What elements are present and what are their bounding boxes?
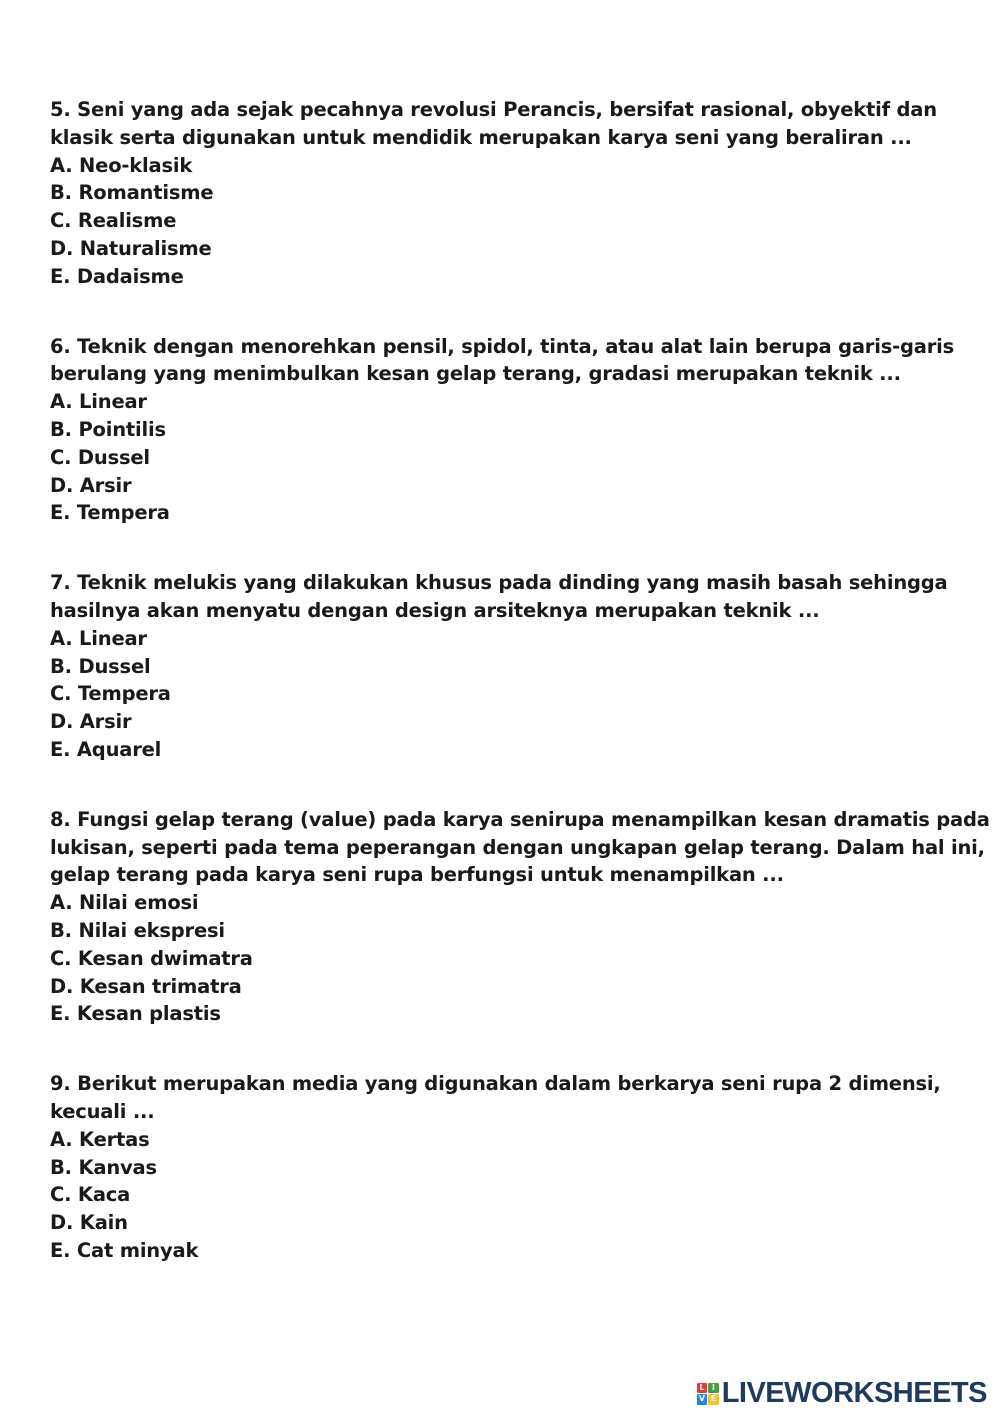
option-e: E. Cat minyak [50,1238,199,1262]
option-e: E. Tempera [50,501,170,525]
option-d: D. Arsir [50,710,132,734]
option-b: B. Romantisme [50,181,214,205]
option-c: C. Tempera [50,682,171,706]
options-list [50,889,990,1028]
question-7 [50,569,990,764]
option-a: A. Kertas [50,1127,150,1151]
brand-text: LIVEWORKSHEETS [721,1377,987,1409]
logo-letter-e: E [708,1394,719,1405]
option-c: C. Realisme [50,209,177,233]
option-b: B. Dussel [50,654,151,678]
question-text: 9. Berikut merupakan media yang digunakan dalam berkarya seni rupa 2 dimensi, kecuali ... [50,1072,941,1123]
option-a: A. Nilai emosi [50,891,199,915]
option-b: B. Pointilis [50,417,166,441]
question-text: 6. Teknik dengan menorehkan pensil, spidol, tinta, atau alat lain berupa garis-garis berulang yang menimbulkan kesan gelap terang, gradasi merupakan teknik ... [50,334,955,386]
question-5 [50,96,990,291]
logo-letter-l: L [697,1383,708,1394]
option-e: E. Dadaisme [50,264,184,288]
question-8 [50,806,990,1028]
worksheet-content [50,96,990,1307]
option-c: C. Kesan dwimatra [50,946,253,970]
option-d: D. Kain [50,1211,128,1235]
options-list [50,625,990,764]
option-d: D. Kesan trimatra [50,974,242,998]
question-text: 8. Fungsi gelap terang (value) pada karya senirupa menampilkan kesan dramatis pada lukisan, seperti pada tema peperangan dengan ungkapan gelap terang. Dalam hal ini, gelap terang pada karya seni rupa berfungsi untuk menampilkan ... [50,807,990,887]
option-a: A. Neo-klasik [50,153,193,177]
option-c: C. Kaca [50,1183,131,1207]
option-b: B. Nilai ekspresi [50,918,225,942]
question-text: 7. Teknik melukis yang dilakukan khusus pada dinding yang masih basah sehingga hasilnya akan menyatu dengan design arsiteknya merupakan teknik ... [50,571,948,622]
option-e: E. Aquarel [50,737,162,761]
liveworksheets-logo [697,1379,987,1408]
option-a: A. Linear [50,626,147,650]
options-list [50,1126,990,1265]
options-list [50,152,990,291]
question-text: 5. Seni yang ada sejak pecahnya revolusi Perancis, bersifat rasional, obyektif dan klasik serta digunakan untuk mendidik merupakan karya seni yang beraliran ... [50,98,937,149]
option-d: D. Naturalisme [50,236,212,260]
question-9 [50,1070,990,1265]
options-list [50,388,990,527]
option-d: D. Arsir [50,473,132,497]
question-6 [50,333,990,528]
logo-letter-v: V [697,1394,708,1405]
option-e: E. Kesan plastis [50,1002,221,1026]
liveworksheets-logo-icon [697,1383,719,1405]
option-a: A. Linear [50,390,147,414]
option-c: C. Dussel [50,445,150,469]
option-b: B. Kanvas [50,1155,157,1179]
logo-letter-i: I [708,1383,719,1394]
